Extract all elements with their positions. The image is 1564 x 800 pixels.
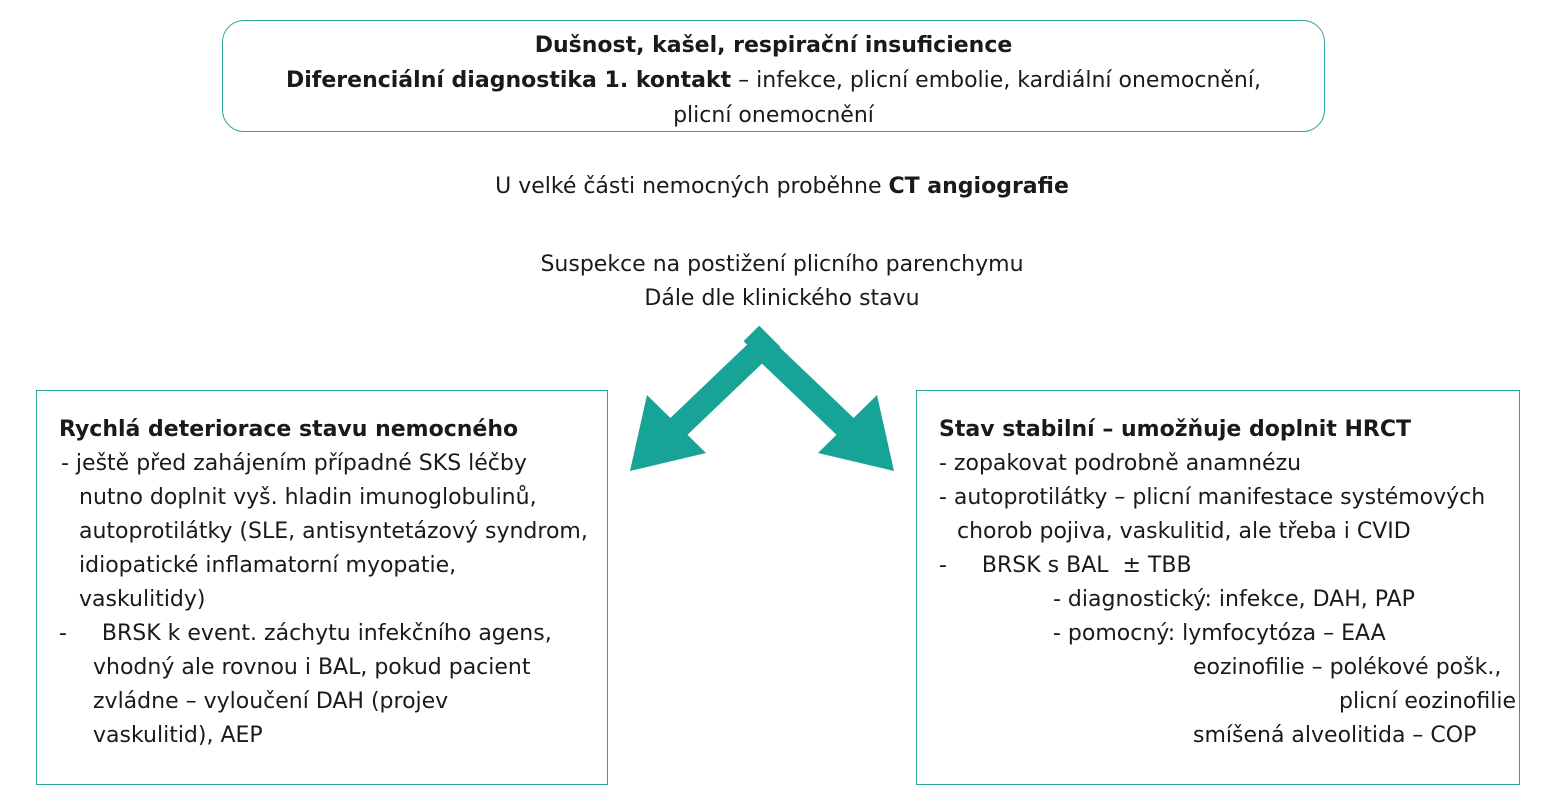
left-line-3: autoprotilátky (SLE, antisyntetázový syndrom, bbox=[79, 519, 588, 544]
suspicion-line-1: Suspekce na postižení plicního parenchymu bbox=[540, 252, 1024, 277]
left-box bbox=[36, 390, 608, 785]
right-line-7: eozinofilie – polékové pošk., bbox=[1193, 655, 1502, 680]
right-line-5: - diagnostický: infekce, DAH, PAP bbox=[1053, 587, 1415, 612]
right-arrow bbox=[762, 347, 894, 471]
left-line-8: zvládne – vyloučení DAH (projev bbox=[93, 689, 449, 714]
left-line-4: idiopatické inflamatorní myopatie, bbox=[79, 553, 457, 578]
right-line-3: chorob pojiva, vaskulitid, ale třeba i CVID bbox=[957, 519, 1411, 544]
left-box-title: Rychlá deteriorace stavu nemocného bbox=[59, 417, 519, 442]
right-line-8: plicní eozinofilie bbox=[1339, 689, 1517, 714]
right-line-6: - pomocný: lymfocytóza – EAA bbox=[1053, 621, 1386, 646]
left-line-7: vhodný ale rovnou i BAL, pokud pacient bbox=[93, 655, 531, 680]
top-box-title: Dušnost, kašel, respirační insuficience bbox=[534, 33, 1013, 58]
left-line-6: - BRSK k event. záchytu infekčního agens, bbox=[59, 621, 552, 646]
right-line-1: - zopakovat podrobně anamnézu bbox=[939, 451, 1302, 476]
branch-arrows bbox=[620, 325, 910, 485]
top-box-differential bbox=[223, 63, 1324, 133]
differential-text: – infekce, plicní embolie, kardiální onemocnění, plicní onemocnění bbox=[673, 68, 1261, 128]
right-box bbox=[916, 390, 1520, 785]
left-line-5: vaskulitidy) bbox=[79, 587, 206, 612]
right-line-2: - autoprotilátky – plicní manifestace systémových bbox=[939, 485, 1486, 510]
left-arrow bbox=[630, 347, 762, 471]
right-line-9: smíšená alveolitida – COP bbox=[1193, 723, 1477, 748]
left-line-2: nutno doplnit vyš. hladin imunoglobulinů, bbox=[79, 485, 537, 510]
right-line-4: - BRSK s BAL ± TBB bbox=[939, 553, 1192, 578]
ct-line-bold: CT angiografie bbox=[888, 174, 1069, 199]
right-box-title: Stav stabilní – umožňuje doplnit HRCT bbox=[939, 417, 1412, 442]
left-line-9: vaskulitid), AEP bbox=[93, 723, 263, 748]
suspicion-line-2: Dále dle klinického stavu bbox=[644, 286, 920, 311]
ct-line-prefix: U velké části nemocných proběhne bbox=[495, 174, 889, 199]
left-line-1: - ještě před zahájením případné SKS léčby bbox=[61, 451, 527, 476]
top-box bbox=[222, 20, 1325, 132]
differential-label: Diferenciální diagnostika 1. kontakt bbox=[286, 68, 732, 93]
ct-line bbox=[0, 170, 1564, 204]
